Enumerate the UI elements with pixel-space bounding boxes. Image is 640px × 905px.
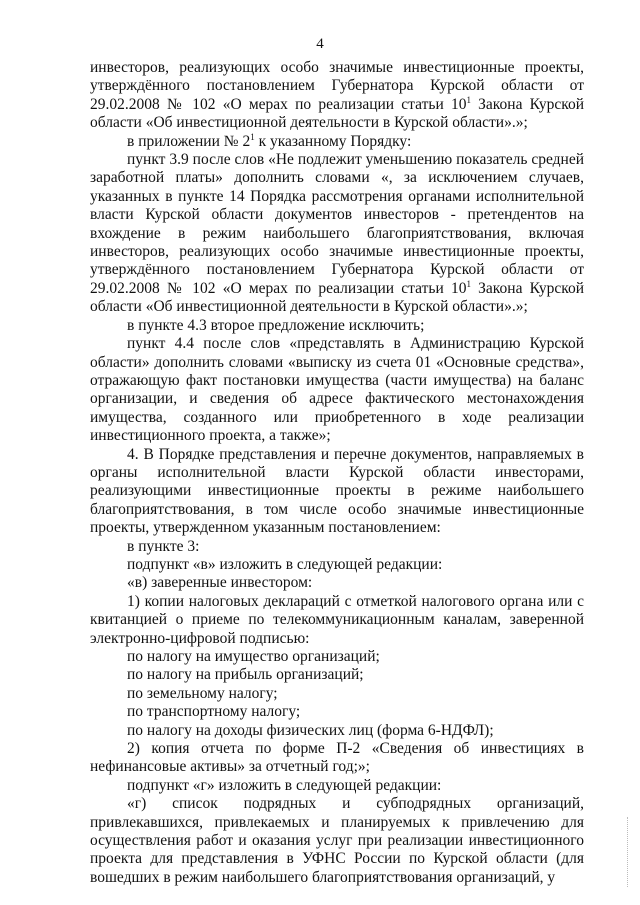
text-run: пункт 4.4 после слов «представлять в Администрацию Курской области» дополнить словами «выписку из счета 01 «Основные средства», отражающую факт постановки имущества (части имущества) на баланс организации, и сведения об адресе фактического местонахождения имущества, созданного или приобретенного в ходе реализации инвестиционного проекта, а также»; — [90, 335, 584, 445]
text-run: 2) копия отчета по форме П-2 «Сведения об инвестициях в нефинансовые активы» за отчетный год;»; — [90, 740, 584, 776]
text-run: к указанному Порядку: — [254, 132, 412, 150]
text-run: «в) заверенные инвестором: — [127, 574, 313, 592]
paragraph — [90, 335, 584, 445]
text-run: подпункт «г» изложить в следующей редакции: — [127, 776, 442, 794]
paragraph — [90, 538, 584, 556]
superscript: 1 — [250, 131, 255, 142]
scan-edge-mark — [627, 817, 634, 887]
text-run: 4. В Порядке представления и перечне документов, направляемых в органы исполнительной власти Курской области инвесторами, реализующими инвестиционные проекты в режиме наибольшего благоприятствования, в том числе особо значимые инвестиционные проекты, утвержденном указанным постановлением: — [90, 445, 584, 537]
paragraph — [90, 685, 584, 703]
paragraph — [90, 133, 584, 151]
text-run: по транспортному налогу; — [127, 703, 301, 721]
text-run: подпункт «в» изложить в следующей редакции: — [127, 555, 443, 573]
superscript: 1 — [466, 278, 471, 289]
text-run: по налогу на доходы физических лиц (форма 6-НДФЛ); — [127, 721, 494, 739]
paragraph — [90, 666, 584, 684]
superscript: 1 — [466, 94, 471, 105]
paragraph — [90, 795, 584, 887]
text-run: инвесторов, реализующих особо значимые инвестиционные проекты, утверждённого постановлением Губернатора Курской области от 29.02.2008 № 102 «О мерах по реализации статьи 10 — [90, 59, 584, 113]
paragraph — [90, 59, 584, 133]
text-run: по налогу на имущество организаций; — [127, 648, 380, 665]
paragraph — [90, 648, 584, 666]
text-run: в пункте 4.3 второе предложение исключить; — [127, 316, 425, 334]
text-run: 1) копии налоговых деклараций с отметкой налогового органа или с квитанцией о приеме по телекоммуникационным каналам, заверенной электронно-цифровой подписью: — [90, 592, 584, 647]
paragraph — [90, 722, 584, 740]
paragraph — [90, 151, 584, 317]
paragraph — [90, 777, 584, 795]
paragraph — [90, 703, 584, 721]
text-run: Закона Курской области «Об инвестиционной деятельности в Курской области».»; — [90, 279, 584, 316]
paragraph — [90, 317, 584, 335]
page-number: 4 — [316, 36, 324, 52]
paragraph — [90, 556, 584, 574]
paragraph — [90, 740, 584, 777]
paragraph — [90, 574, 584, 592]
document-body — [90, 59, 584, 887]
paragraph — [90, 446, 584, 538]
text-run: «г) список подрядных и субподрядных организаций, привлекавшихся, привлекаемых и планируемых к привлечению для осуществления работ и оказания услуг при реализации инвестиционного проекта для представления в УФНС России по Курской области (для вошедших в режим наибольшего благоприятствования организаций, у — [90, 795, 584, 886]
text-run: пункт 3.9 после слов «Не подлежит уменьшению показатель средней заработной платы» дополнить словами «, за исключением случаев, указанных в пункте 14 Порядка рассмотрения органами исполнительной власти Курской области документов инвесторов - претендентов на вхождение в режим наибольшего благоприятствования, включая инвесторов, реализующих особо значимые инвестиционные проекты, утверждённого постановлением Губернатора Курской области от 29.02.2008 № 102 «О мерах по реализации статьи 10 — [90, 151, 584, 297]
text-run: в приложении № 2 — [127, 132, 251, 150]
text-run: в пункте 3: — [127, 537, 200, 555]
text-run: Закона Курской области «Об инвестиционной деятельности в Курской области».»; — [90, 95, 584, 132]
paragraph — [90, 593, 584, 648]
text-run: по земельному налогу; — [127, 684, 278, 702]
text-run: по налогу на прибыль организаций; — [127, 666, 364, 684]
